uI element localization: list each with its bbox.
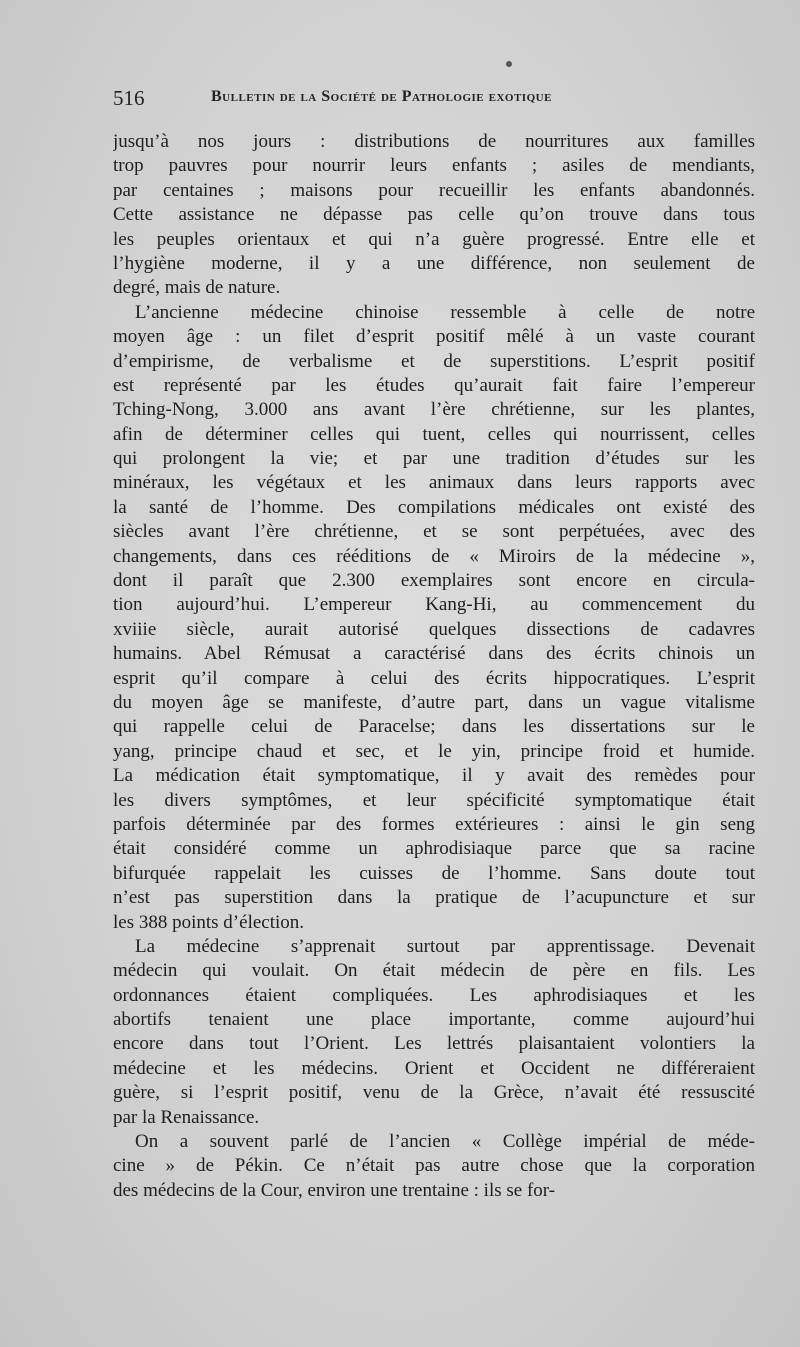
- page-header: [113, 86, 753, 110]
- text-line: abortifs tenaient une place importante, comme aujourd’hui: [113, 1009, 755, 1031]
- text-line: humains. Abel Rémusat a caractérisé dans des écrits chinois un: [113, 643, 755, 665]
- text-line: n’est pas superstition dans la pratique de l’acupuncture et sur: [113, 887, 755, 909]
- text-line: qui rappelle celui de Paracelse; dans les dissertations sur le: [113, 716, 755, 738]
- text-line: encore dans tout l’Orient. Les lettrés plaisantaient volontiers la: [113, 1033, 755, 1055]
- text-line: par la Renaissance.: [113, 1106, 260, 1128]
- text-line: moyen âge : un filet d’esprit positif mêlé à un vaste courant: [113, 326, 755, 348]
- text-line: les divers symptômes, et leur spécificité symptomatique était: [113, 789, 755, 811]
- body-text: [113, 130, 755, 1203]
- text-line: La médecine s’apprenait surtout par apprentissage. Devenait: [135, 935, 755, 957]
- text-line: était considéré comme un aphrodisiaque parce que sa racine: [113, 838, 755, 860]
- text-line: minéraux, les végétaux et les animaux dans leurs rapports avec: [113, 472, 755, 494]
- text-line: les 388 points d’élection.: [113, 911, 305, 933]
- text-line: jusqu’à nos jours : distributions de nourritures aux familles: [113, 131, 755, 152]
- text-line: qui prolongent la vie; et par une tradition d’études sur les: [113, 448, 755, 470]
- text-line: degré, mais de nature.: [113, 277, 281, 299]
- text-line: est représenté par les études qu’aurait fait faire l’empereur: [113, 374, 755, 396]
- text-line: médecin qui voulait. On était médecin de père en fils. Les: [113, 960, 755, 982]
- ink-spot: [506, 61, 512, 67]
- text-line: afin de déterminer celles qui tuent, celles qui nourrissent, celles: [113, 423, 755, 445]
- text-line: L’ancienne médecine chinoise ressemble à celle de notre: [135, 301, 755, 323]
- text-line: guère, si l’esprit positif, venu de la Grèce, n’avait été ressuscité: [113, 1082, 755, 1104]
- text-line: On a souvent parlé de l’ancien « Collège impérial de méde-: [135, 1131, 755, 1153]
- text-line: des médecins de la Cour, environ une trentaine : ils se for-: [113, 1179, 556, 1201]
- text-line: changements, dans ces rééditions de « Miroirs de la médecine »,: [113, 545, 755, 567]
- text-line: tion aujourd’hui. L’empereur Kang-Hi, au commencement du: [113, 594, 755, 616]
- page-number: 516: [113, 86, 145, 110]
- text-line: du moyen âge se manifeste, d’autre part, dans un vague vitalisme: [113, 691, 755, 713]
- text-line: médecine et les médecins. Orient et Occident ne différeraient: [113, 1057, 755, 1079]
- text-line: siècles avant l’ère chrétienne, et se sont perpétuées, avec des: [113, 521, 755, 543]
- text-line: yang, principe chaud et sec, et le yin, principe froid et humide.: [113, 740, 755, 762]
- text-line: Tching-Nong, 3.000 ans avant l’ère chrétienne, sur les plantes,: [113, 399, 755, 421]
- text-line: par centaines ; maisons pour recueillir les enfants abandonnés.: [113, 179, 755, 201]
- text-line: l’hygiène moderne, il y a une différence, non seulement de: [113, 252, 755, 274]
- text-line: esprit qu’il compare à celui des écrits hippocratiques. L’esprit: [113, 667, 755, 689]
- text-line: parfois déterminée par des formes extérieures : ainsi le gin seng: [113, 813, 755, 835]
- text-line: bifurquée rappelait les cuisses de l’homme. Sans doute tout: [113, 862, 755, 884]
- running-title: Bulletin de la Société de Pathologie exotique: [211, 88, 552, 105]
- text-line: la santé de l’homme. Des compilations médicales ont existé des: [113, 496, 755, 518]
- text-line: La médication était symptomatique, il y avait des remèdes pour: [113, 765, 755, 787]
- text-line: cine » de Pékin. Ce n’était pas autre chose que la corporation: [113, 1155, 755, 1177]
- text-line: Cette assistance ne dépasse pas celle qu’on trouve dans tous: [113, 204, 755, 226]
- text-line: trop pauvres pour nourrir leurs enfants ; asiles de mendiants,: [113, 155, 755, 177]
- text-line: xviiie siècle, aurait autorisé quelques dissections de cadavres: [113, 618, 755, 640]
- text-line: d’empirisme, de verbalisme et de superstitions. L’esprit positif: [113, 350, 755, 372]
- text-line: dont il paraît que 2.300 exemplaires sont encore en circula-: [113, 570, 755, 592]
- text-line: les peuples orientaux et qui n’a guère progressé. Entre elle et: [113, 228, 755, 250]
- text-line: ordonnances étaient compliquées. Les aphrodisiaques et les: [113, 984, 755, 1006]
